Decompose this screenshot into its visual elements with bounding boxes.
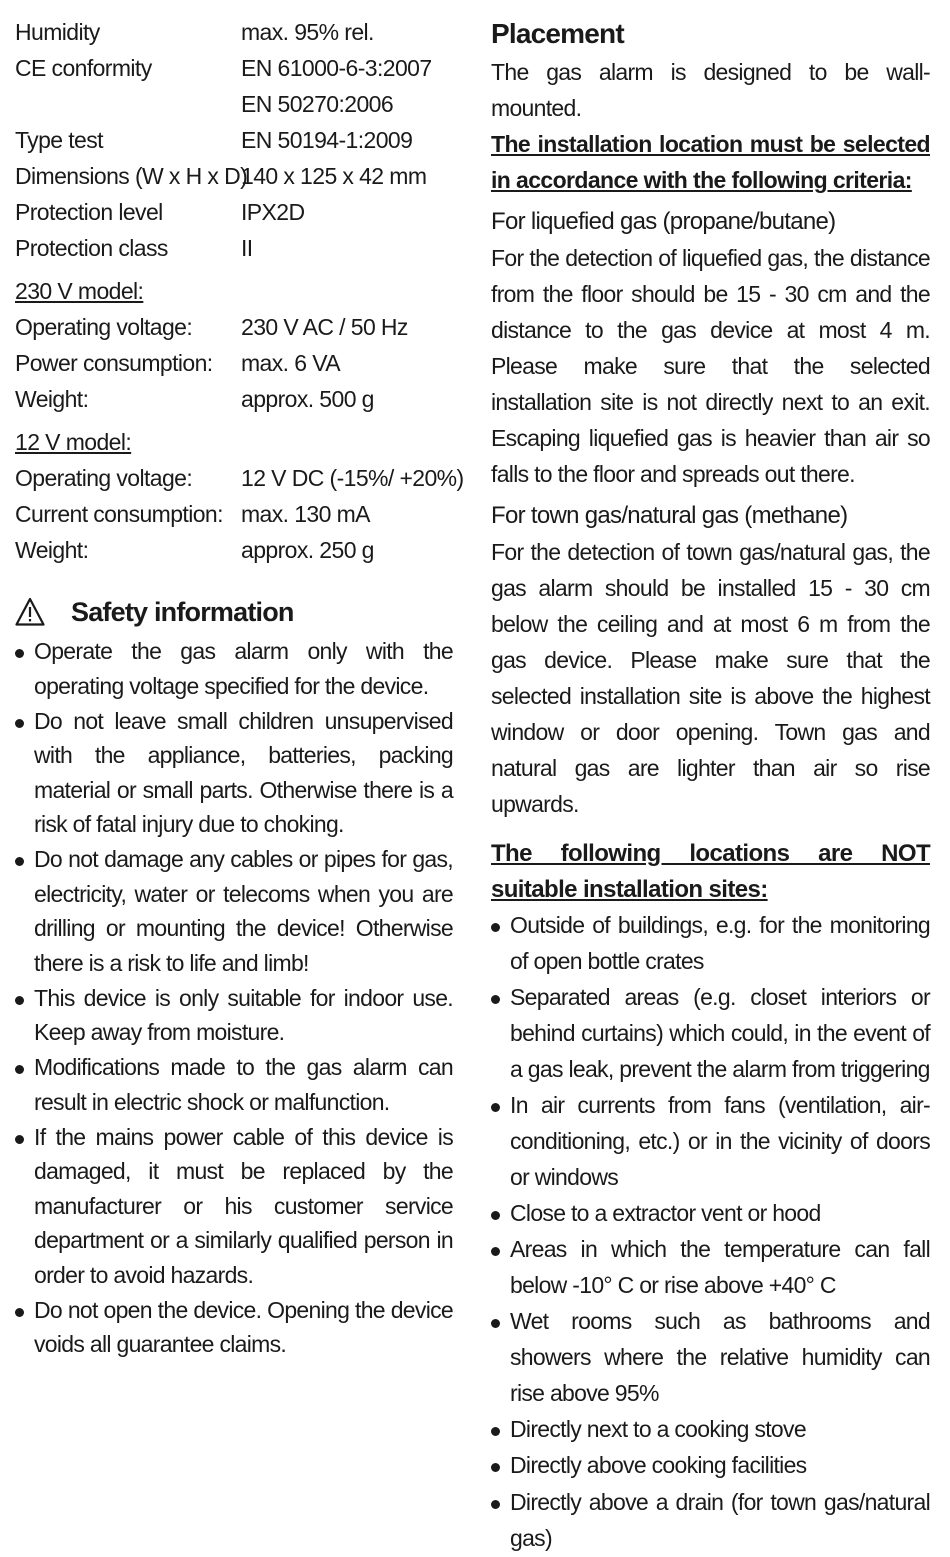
unsuitable-heading: The following locations are NOT suitable installation sites: [491,840,930,903]
liquefied-gas-text: For the detection of liquefied gas, the distance from the floor should be 15 - 30 cm and the distance to the gas device at most 4 m. Please make sure that the selected installation site is not directly next to an exit. Escaping liquefied gas is heavier than air so falls to the floor and spreads out there. [491,245,930,487]
spec-label: Power consumption: [15,350,213,376]
list-item [491,908,930,980]
list-item-text: In air currents from fans (ventilation, air-conditioning, etc.) or in the vicinity of doors or windows [510,1091,930,1190]
bullet-icon [491,1463,500,1472]
right-column [491,14,930,1557]
bullet-icon [15,996,24,1005]
spec-row [15,86,453,122]
spec-value: max. 95% rel. [241,19,374,45]
spec-label: Operating voltage: [15,314,193,340]
list-item-text: Directly above cooking facilities [510,1452,807,1479]
list-item-text: Directly next to a cooking stove [510,1416,806,1443]
spec-label: Dimensions (W x H x D) [15,163,248,189]
spec-value: max. 130 mA [241,501,370,527]
list-item [491,1196,930,1232]
spec-label: CE conformity [15,55,152,81]
list-item-text: Wet rooms such as bathrooms and showers where the relative humidity can rise above 95% [510,1308,930,1406]
spec-row [15,194,453,230]
unsuitable-list [491,908,930,1556]
bullet-icon [15,1308,24,1317]
model-12-heading: 12 V model: [15,429,132,455]
spec-row [15,50,453,86]
town-gas-heading: For town gas/natural gas (methane) [491,502,848,529]
spec-value: max. 6 VA [241,350,340,376]
spec-value: EN 61000-6-3:2007 [241,55,432,81]
model-230-heading: 230 V model: [15,278,144,304]
spec-value: approx. 250 g [241,537,374,563]
bullet-icon [15,857,24,866]
list-item-text: Close to a extractor vent or hood [510,1199,821,1226]
bullet-icon [491,1247,500,1256]
spec-row [15,345,453,381]
spec-row [15,309,453,345]
list-item-text: Do not damage any cables or pipes for gas, electricity, water or telecoms when you are drilling or mounting the device! Otherwise there is a risk to life and limb! [34,846,453,976]
list-item [491,980,930,1087]
spec-label: Protection class [15,235,168,261]
spec-label: Operating voltage: [15,465,193,491]
list-item-text: Separated areas (e.g. closet interiors or behind curtains) which could, in the event of a gas leak, prevent the alarm from triggering [510,984,930,1082]
placement-title: Placement [491,18,624,49]
safety-heading [15,590,453,634]
safety-title: Safety information [71,596,294,627]
list-item-text: Directly above a drain (for town gas/natural gas) [510,1488,930,1551]
spec-row [15,496,453,532]
bullet-icon [491,1427,500,1436]
bullet-icon [15,649,24,658]
list-item [15,1120,453,1293]
list-item [15,842,453,980]
spec-row [15,381,453,417]
spec-value: IPX2D [241,199,305,225]
list-item [491,1088,930,1195]
bullet-icon [491,1211,500,1220]
list-item-text: Do not leave small children unsupervised with the appliance, batteries, packing material or small parts. Otherwise there is a risk of fatal injury due to choking. [34,707,453,837]
spec-label: Protection level [15,199,163,225]
spec-value: 230 V AC / 50 Hz [241,314,408,340]
spec-row [15,460,464,496]
list-item-text: This device is only suitable for indoor use. Keep away from moisture. [34,984,453,1045]
town-gas-text: For the detection of town gas/natural gas, the gas alarm should be installed 15 - 30 cm below the ceiling and at most 6 m from the gas device. Please make sure that the selected installation site is above the highest window or door opening. Town gas and natural gas are lighter than air so rise upwards. [491,539,930,817]
bullet-icon [491,923,500,932]
list-item [491,1232,930,1304]
list-item [491,1485,930,1557]
warning-triangle-icon [15,597,45,627]
spec-label: Humidity [15,19,100,45]
list-item-text: Do not open the device. Opening the device voids all guarantee claims. [34,1296,453,1357]
bullet-icon [491,1500,500,1509]
spec-label: Type test [15,127,103,153]
spec-value: 140 x 125 x 42 mm [241,163,427,189]
list-item [491,1304,930,1411]
bullet-icon [491,1103,500,1112]
spec-label: Weight: [15,386,89,412]
left-column [15,14,464,1362]
list-item-text: Operate the gas alarm only with the operating voltage specified for the device. [34,638,453,699]
bullet-icon [491,1319,500,1328]
bullet-icon [15,1065,24,1074]
list-item-text: Modifications made to the gas alarm can result in electric shock or malfunction. [34,1054,453,1115]
bullet-icon [15,719,24,728]
spec-value: EN 50270:2006 [241,91,394,117]
list-item-text: If the mains power cable of this device is damaged, it must be replaced by the manufacturer or his customer service department or a similarly qualified person in order to avoid hazards. [34,1123,453,1288]
bullet-icon [491,995,500,1004]
list-item [491,1412,930,1448]
list-item-text: Areas in which the temperature can fall below -10° C or rise above +40° C [510,1236,930,1298]
placement-intro: The gas alarm is designed to be wall-mounted. [491,59,930,121]
spec-value: approx. 500 g [241,386,374,412]
spec-label: Current consumption: [15,501,223,527]
list-item [491,1448,930,1484]
spec-value: EN 50194-1:2009 [241,127,413,153]
spec-label: Weight: [15,537,89,563]
bullet-icon [15,1135,24,1144]
spec-row [15,14,453,50]
spec-value: II [241,235,253,261]
list-item-text: Outside of buildings, e.g. for the monitoring of open bottle crates [510,912,930,974]
list-item [15,634,453,703]
spec-value: 12 V DC (-15%/ +20%) [241,465,464,491]
liquefied-gas-heading: For liquefied gas (propane/butane) [491,208,836,235]
spec-label [15,86,241,122]
list-item [15,704,453,842]
spec-row [15,122,453,158]
spec-row [15,532,453,568]
safety-list [15,634,453,1362]
specs-table [15,14,464,568]
list-item [15,1293,453,1362]
spec-row [15,230,453,266]
list-item [15,981,453,1050]
placement-criteria: The installation location must be selected in accordance with the following criteria: [491,131,930,193]
spec-row [15,158,453,194]
list-item [15,1050,453,1119]
